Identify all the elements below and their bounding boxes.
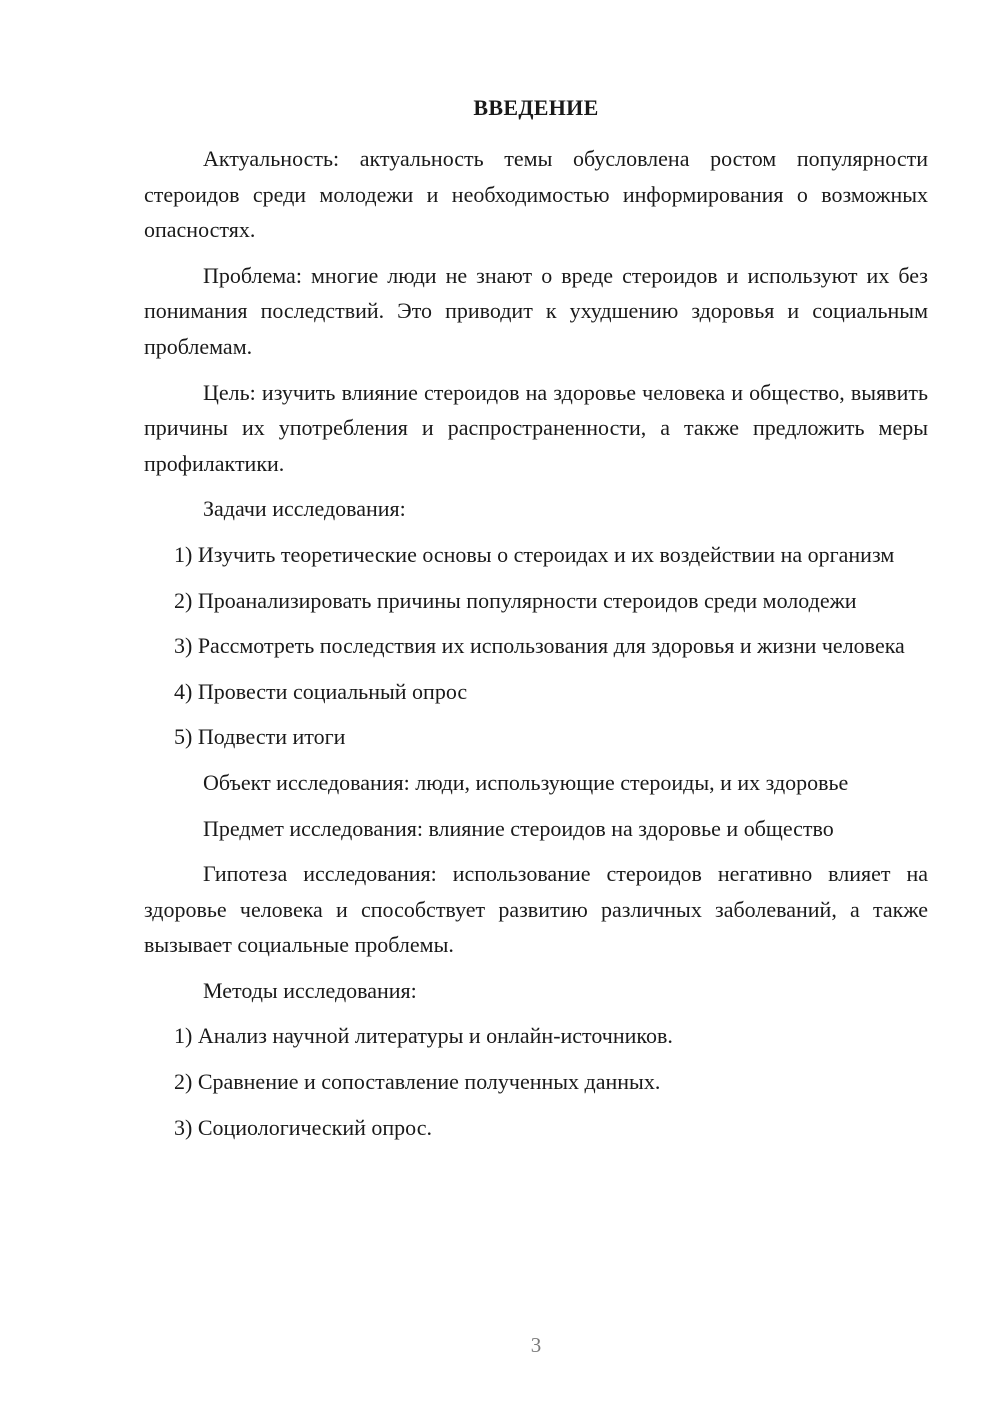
method-item-2: 2) Сравнение и сопоставление полученных данных. (174, 1069, 661, 1095)
goal-paragraph: Цель: изучить влияние стероидов на здоровье человека и общество, выявить причины их употребления и распространенности, а также предложить меры профилактики. (144, 379, 928, 476)
page-number: 3 (530, 1333, 542, 1357)
object-paragraph: Объект исследования: люди, использующие стероиды, и их здоровье (203, 769, 849, 795)
problem-paragraph: Проблема: многие люди не знают о вреде стероидов и используют их без понимания последствий. Это приводит к ухудшению здоровья и социальным проблемам. (144, 262, 928, 359)
hypothesis-paragraph: Гипотеза исследования: использование стероидов негативно влияет на здоровье человека и способствует развитию различных заболеваний, а также вызывает социальные проблемы. (144, 861, 928, 958)
method-item-1: 1) Анализ научной литературы и онлайн-источников. (174, 1023, 673, 1049)
relevance-paragraph: Актуальность: актуальность темы обусловлена ростом популярности стероидов среди молодежи и необходимостью информирования о возможных опасностях. (144, 146, 928, 243)
subject-paragraph: Предмет исследования: влияние стероидов на здоровье и общество (203, 815, 834, 841)
task-item-1: 1) Изучить теоретические основы о стероидах и их воздействии на организм (174, 541, 895, 567)
document-body (144, 141, 928, 1155)
task-item-3: 3) Рассмотреть последствия их использования для здоровья и жизни человека (174, 633, 905, 659)
tasks-heading: Задачи исследования: (203, 496, 406, 522)
page-heading: ВВЕДЕНИЕ (473, 95, 599, 120)
task-item-5: 5) Подвести итоги (174, 724, 346, 750)
method-item-3: 3) Социологический опрос. (174, 1114, 432, 1140)
task-item-2: 2) Проанализировать причины популярности стероидов среди молодежи (174, 587, 857, 613)
methods-heading: Методы исследования: (203, 977, 417, 1003)
task-item-4: 4) Провести социальный опрос (174, 678, 468, 704)
